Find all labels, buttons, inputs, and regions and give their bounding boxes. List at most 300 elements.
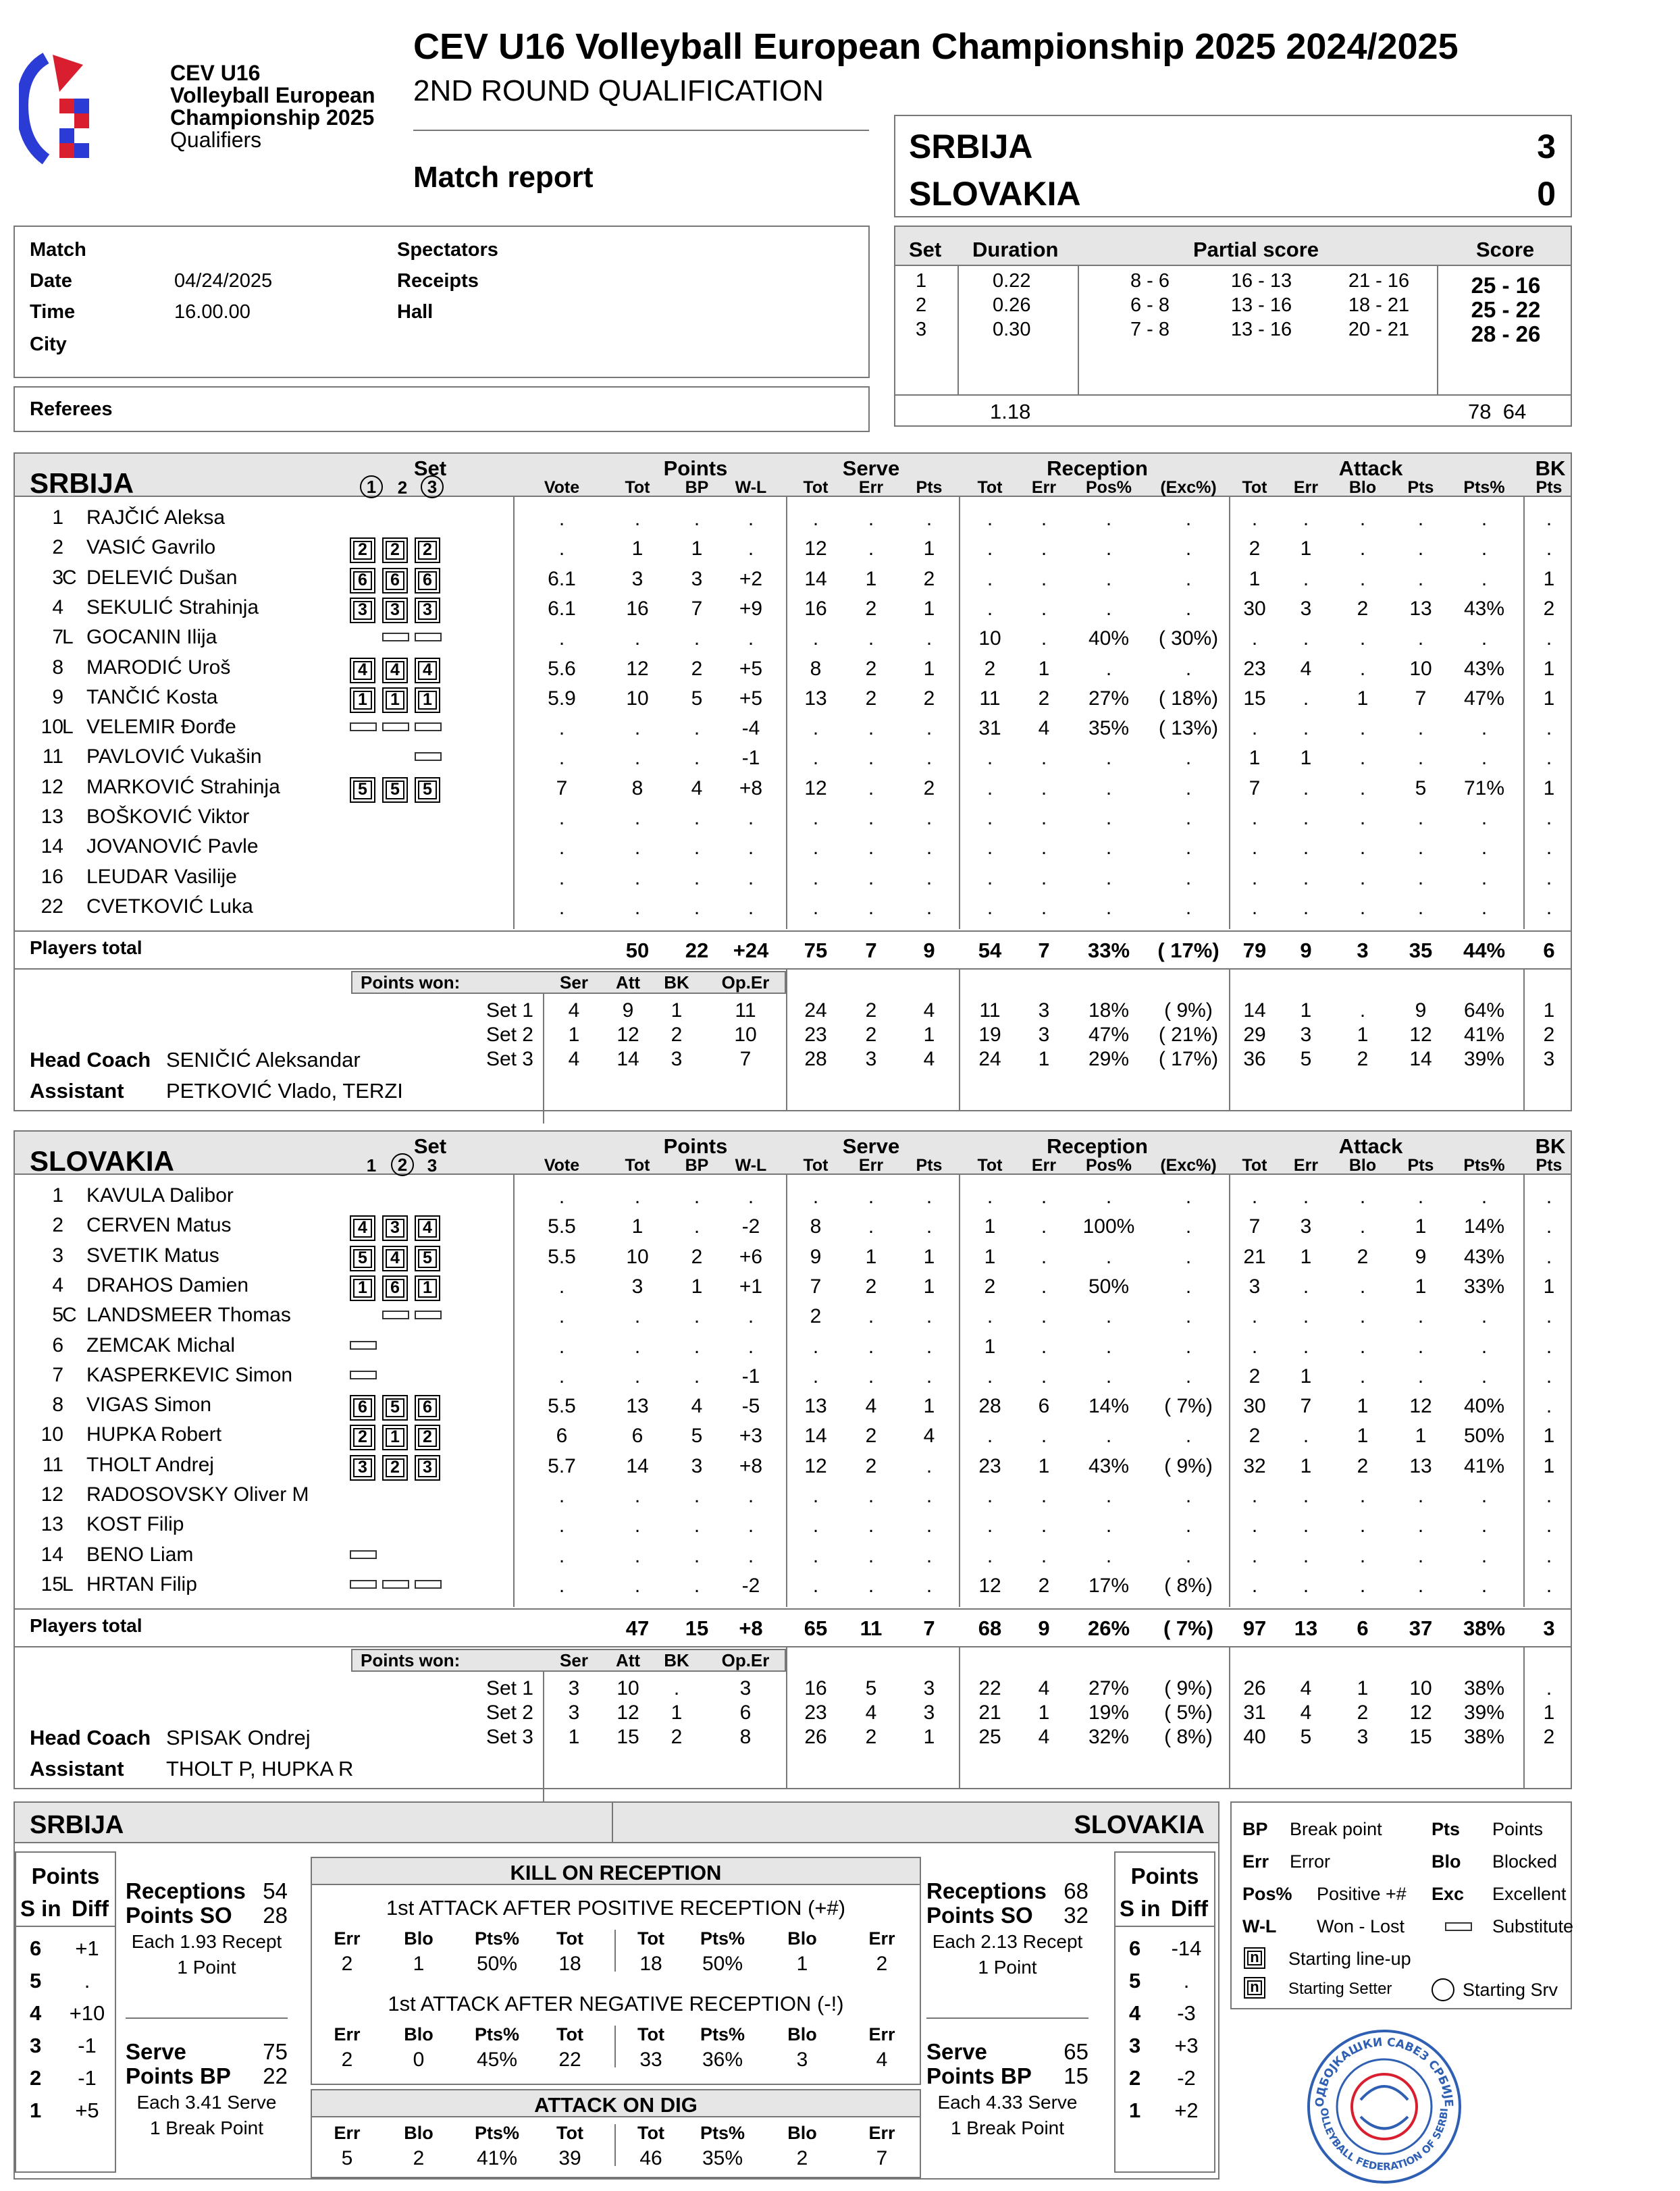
starting-position-box: 6 (382, 568, 408, 593)
stat-cell: . (1251, 1186, 1258, 1208)
stat-cell: . (1481, 807, 1488, 829)
stat-cell: 1 (1300, 747, 1312, 770)
stat-cell: . (1251, 1544, 1258, 1567)
stat-cell: -1 (741, 747, 760, 770)
set-stat-cell: 3 (1038, 1024, 1050, 1047)
stat-cell: . (558, 627, 565, 650)
stat-cell: . (1546, 1215, 1552, 1238)
stat-cell: . (868, 537, 874, 560)
player-row (0, 596, 1680, 626)
break-point-text: 1 Break Point (950, 2117, 1065, 2138)
stat-cell: 1 (1543, 1454, 1555, 1477)
total-cell: 37 (1409, 1616, 1433, 1641)
stat-cell: 1 (1543, 657, 1555, 680)
stat-cell: 10 (978, 627, 1001, 650)
points-so-label: Points SO (926, 1903, 1033, 1928)
stat-cell: . (1359, 537, 1366, 560)
player-number: 8 (52, 1394, 63, 1417)
player-name: RADOSOVSKY Oliver M (86, 1483, 309, 1506)
stat-cell: 3 (631, 1275, 644, 1298)
player-number: 12 (41, 1483, 63, 1506)
stat-cell: 2 (865, 597, 877, 620)
points-won-header: Att (615, 1650, 641, 1671)
total-cell: 9 (923, 939, 935, 963)
stat-cell: . (987, 807, 993, 829)
set-stat-cell: 1 (1543, 999, 1555, 1022)
stat-cell: . (1303, 807, 1309, 829)
stat-cell: . (987, 1186, 993, 1208)
stat-cell: . (1251, 717, 1258, 740)
points-bp-label: Points BP (926, 2063, 1032, 2088)
stat-cell: . (1105, 1335, 1112, 1358)
player-name: SEKULIĆ Strahinja (86, 596, 259, 618)
total-cell: 38% (1463, 1616, 1506, 1641)
stat-cell: 10 (626, 687, 649, 710)
stat-cell: . (1417, 567, 1424, 590)
date-label: Date (30, 270, 72, 292)
player-name: MARODIĆ Uroš (86, 656, 231, 679)
set-stat-cell: 8 (739, 1726, 752, 1749)
substitute-marker (382, 722, 409, 731)
stat-cell: 1 (1038, 657, 1050, 680)
stat-cell: . (1105, 866, 1112, 889)
stat-cell: 8 (631, 776, 644, 799)
stat-cell: . (1251, 1305, 1258, 1328)
stat-cell: ( 8%) (1164, 1574, 1213, 1597)
set-stat-cell: 2 (671, 1726, 683, 1749)
stat-cell: . (1417, 896, 1424, 919)
starting-position-box: 6 (415, 568, 440, 593)
stat-cell: . (987, 567, 993, 590)
stat-cell: . (747, 837, 754, 860)
stat-cell: 14% (1463, 1215, 1505, 1238)
stat-cell: . (1359, 1365, 1366, 1388)
stat-cell: 12 (804, 537, 827, 560)
col-header-bk: BK (1535, 1134, 1566, 1158)
stat-cell: . (1359, 837, 1366, 860)
serve-value: 75 (263, 2039, 288, 2064)
stat-cell: 1 (691, 537, 703, 560)
stat-cell: . (1185, 807, 1192, 829)
stat-cell: 2 (691, 657, 703, 680)
stat-cell: 23 (1243, 657, 1266, 680)
stat-cell: 32 (1243, 1454, 1266, 1477)
stat-cell: 2 (691, 1245, 703, 1268)
stat-cell: 1 (1249, 567, 1261, 590)
stat-cell: . (1185, 1544, 1192, 1567)
stat-cell: . (1546, 1305, 1552, 1328)
kor-value: 18 (558, 1953, 581, 1975)
set-stat-cell: 4 (568, 1048, 580, 1071)
rotation-sin-label: S in (20, 1896, 61, 1921)
stat-cell: . (1546, 1485, 1552, 1507)
set-stat-cell: 1 (923, 1726, 935, 1749)
col-subheader: Tot (625, 478, 650, 497)
stat-cell: . (1303, 508, 1309, 530)
stat-cell: 17% (1088, 1574, 1130, 1597)
set-stat-cell: 3 (865, 1048, 877, 1071)
total-cell: ( 7%) (1163, 1616, 1214, 1641)
stat-cell: . (1481, 1574, 1488, 1597)
stat-cell: . (1303, 1335, 1309, 1358)
stat-cell: . (1185, 1215, 1192, 1238)
substitute-legend-icon (1445, 1922, 1472, 1931)
stat-cell: 7 (556, 776, 568, 799)
set-stat-cell: 29% (1088, 1048, 1130, 1071)
player-role: C (62, 566, 77, 589)
kor-value: 33 (639, 2049, 662, 2071)
stat-cell: +5 (739, 657, 763, 680)
starting-position-box: 4 (415, 1215, 440, 1241)
total-cell: 44% (1463, 939, 1506, 963)
substitute-marker (415, 633, 442, 641)
stat-cell: . (747, 537, 754, 560)
player-name: VIGAS Simon (86, 1394, 212, 1417)
stat-cell: . (1417, 717, 1424, 740)
stat-cell: 1 (1543, 776, 1555, 799)
rotation-index: 2 (30, 2066, 42, 2090)
stat-cell: . (1185, 1365, 1192, 1388)
kor-value: 35% (702, 2147, 743, 2169)
player-row (0, 835, 1680, 865)
stat-cell: 8 (810, 1215, 822, 1238)
kor-value: 0 (413, 2049, 425, 2071)
player-name: ZEMCAK Michal (86, 1334, 236, 1356)
set-stat-cell: 3 (1357, 1726, 1369, 1749)
stat-cell: . (1303, 866, 1309, 889)
set-stat-cell: 1 (1357, 1024, 1369, 1047)
stat-cell: . (747, 1305, 754, 1328)
col-header-set: Set (413, 1134, 447, 1158)
set-stat-cell: 4 (1038, 1726, 1050, 1749)
starting-position-box: 4 (350, 658, 375, 683)
player-number: 3 (52, 566, 63, 589)
time-value: 16.00.00 (174, 301, 251, 323)
stat-cell: 1 (631, 537, 644, 560)
head-coach-label: Head Coach (30, 1726, 151, 1750)
total-cell: 33% (1087, 939, 1130, 963)
stat-cell: 6.1 (548, 597, 576, 620)
stat-cell: . (1041, 567, 1047, 590)
rotation-sin-label: S in (1120, 1896, 1161, 1921)
stat-cell: 5.5 (548, 1395, 576, 1418)
rotation-index: 6 (30, 1936, 42, 1960)
stat-cell: . (634, 747, 641, 770)
stat-cell: . (987, 866, 993, 889)
set-stat-cell: 27% (1088, 1677, 1130, 1700)
stat-cell: ( 30%) (1158, 627, 1219, 650)
starting-position-box: 5 (382, 1395, 408, 1421)
stat-cell: 28 (978, 1395, 1001, 1418)
stat-cell: . (1359, 1514, 1366, 1537)
rotation-index: 1 (30, 2098, 42, 2122)
stat-cell: 6 (556, 1425, 568, 1448)
stat-cell: . (558, 837, 565, 860)
stat-cell: . (1105, 1365, 1112, 1388)
stat-cell: . (812, 717, 819, 740)
stat-cell: 43% (1463, 657, 1505, 680)
player-row (0, 1394, 1680, 1423)
set-stat-cell: 12 (616, 1701, 639, 1724)
stat-cell: 50% (1463, 1425, 1505, 1448)
assistant-label: Assistant (30, 1079, 124, 1103)
starting-position-box: 6 (350, 1395, 375, 1421)
starting-position-box: 5 (415, 777, 440, 803)
serve-label: Serve (126, 2039, 186, 2064)
stat-cell: . (634, 807, 641, 829)
col-subheader: Err (1293, 1156, 1319, 1175)
kor-subtitle: 1st ATTACK AFTER NEGATIVE RECEPTION (-!) (388, 1992, 844, 2015)
assistant-name: THOLT P, HUPKA R (166, 1757, 354, 1781)
stat-cell: . (634, 837, 641, 860)
kor-col-header: Err (868, 2024, 895, 2044)
partial-score: 18 - 21 (1348, 294, 1410, 316)
rotation-diff: . (84, 1969, 90, 1992)
stat-cell: . (558, 896, 565, 919)
stat-cell: . (1041, 1514, 1047, 1537)
player-row (0, 1184, 1680, 1214)
set-stat-cell: 3 (568, 1701, 580, 1724)
player-number: 1 (52, 506, 63, 529)
legend-lineup: Starting line-up (1288, 1949, 1411, 1969)
partial-score: 21 - 16 (1348, 270, 1410, 292)
total-cell: 22 (685, 939, 709, 963)
stat-cell: 13 (1409, 597, 1432, 620)
stat-cell: . (926, 1305, 933, 1328)
stat-cell: . (747, 1335, 754, 1358)
set-stat-cell: 4 (1038, 1677, 1050, 1700)
stat-cell: . (1303, 687, 1309, 710)
set-stat-cell: 29 (1243, 1024, 1266, 1047)
kor-col-header: Err (334, 1928, 361, 1949)
set-stat-cell: 3 (568, 1677, 580, 1700)
kor-value: 2 (341, 2049, 353, 2071)
starting-position-box: 2 (350, 537, 375, 563)
points-bp-value: 22 (263, 2063, 288, 2088)
set-number: 3 (421, 475, 444, 498)
stat-cell: 9 (810, 1245, 822, 1268)
stat-cell: . (1185, 597, 1192, 620)
stat-cell: . (634, 1305, 641, 1328)
set-stat-cell: 6 (739, 1701, 752, 1724)
stat-cell: . (1417, 866, 1424, 889)
stat-cell: . (868, 717, 874, 740)
serve-label: Serve (926, 2039, 987, 2064)
stat-cell: 2 (865, 657, 877, 680)
player-name: VASIĆ Gavrilo (86, 536, 216, 559)
stat-cell: . (812, 807, 819, 829)
stat-cell: . (1481, 896, 1488, 919)
stat-cell: 21 (1243, 1245, 1266, 1268)
rotation-index: 4 (30, 2001, 42, 2025)
kor-value: 7 (876, 2147, 888, 2169)
rotation-index: 1 (1129, 2098, 1141, 2122)
stat-cell: 1 (865, 567, 877, 590)
kor-col-header: Blo (787, 1928, 817, 1949)
set-number-header (389, 475, 416, 500)
player-name: TANČIĆ Kosta (86, 685, 218, 708)
points-won-header: Att (615, 972, 641, 993)
col-subheader: Blo (1348, 478, 1377, 497)
stat-cell: . (812, 1485, 819, 1507)
stat-cell: . (558, 747, 565, 770)
stat-cell: . (1251, 837, 1258, 860)
player-row (0, 1364, 1680, 1394)
stat-cell: . (1041, 597, 1047, 620)
set-stat-cell: 4 (923, 999, 935, 1022)
page-title: CEV U16 Volleyball European Championship 2025 2024/2025 (413, 26, 1459, 67)
total-cell: 6 (1543, 939, 1555, 963)
hall-label: Hall (397, 301, 434, 323)
stat-cell: . (1105, 776, 1112, 799)
points-won-label: Points won: (361, 972, 461, 993)
set-number-header (358, 1153, 385, 1178)
stat-cell: . (1105, 567, 1112, 590)
stat-cell: 1 (923, 657, 935, 680)
col-subheader: Err (1293, 478, 1319, 497)
each-serve-text: Each 3.41 Serve (136, 2092, 277, 2113)
player-number: 2 (52, 1214, 63, 1237)
total-cell: 47 (625, 1616, 650, 1641)
stat-cell: . (868, 866, 874, 889)
stat-cell: . (1105, 1425, 1112, 1448)
stat-cell: . (693, 866, 700, 889)
stat-cell: 5.7 (548, 1454, 576, 1477)
total-cell: 7 (923, 1616, 935, 1641)
stat-cell: . (1359, 717, 1366, 740)
stat-cell: 7 (1249, 1215, 1261, 1238)
stat-cell: . (868, 776, 874, 799)
stat-cell: . (1251, 896, 1258, 919)
kor-col-header: Pts% (700, 1928, 745, 1949)
stat-cell: 5 (691, 1425, 703, 1448)
col-subheader: Pts (1407, 1156, 1434, 1175)
stat-cell: . (558, 1574, 565, 1597)
set-stat-cell: 7 (739, 1048, 752, 1071)
set-stat-cell: 1 (1300, 999, 1312, 1022)
player-number: 7 (52, 626, 63, 649)
substitute-marker (350, 1371, 377, 1379)
set-number-header (419, 1153, 446, 1178)
stat-cell: 14 (626, 1454, 649, 1477)
set-stat-cell: 1 (671, 999, 683, 1022)
col-subheader: Vote (544, 478, 580, 497)
set-stat-cell: 12 (1409, 1701, 1432, 1724)
stat-cell: -4 (741, 717, 760, 740)
stat-cell: . (1185, 1335, 1192, 1358)
set-stat-cell: ( 5%) (1164, 1701, 1213, 1724)
player-number: 5 (52, 1304, 63, 1327)
stat-cell: . (868, 1215, 874, 1238)
stat-cell: 1 (1300, 1245, 1312, 1268)
stat-cell: . (987, 537, 993, 560)
stat-cell: . (1417, 508, 1424, 530)
stat-cell: . (1481, 866, 1488, 889)
stat-cell: . (747, 508, 754, 530)
stat-cell: . (1359, 1186, 1366, 1208)
stat-cell: 43% (1463, 1245, 1505, 1268)
player-number: 13 (41, 1513, 63, 1536)
stat-cell: 2 (1357, 1454, 1369, 1477)
stat-cell: 71% (1463, 776, 1505, 799)
set-number: 2 (916, 294, 927, 316)
stat-cell: . (1105, 896, 1112, 919)
stat-cell: . (747, 1485, 754, 1507)
stat-cell: 6 (1038, 1395, 1050, 1418)
kor-value: 4 (876, 2049, 888, 2071)
kor-col-header: Tot (637, 2024, 664, 2044)
total-cell: 9 (1038, 1616, 1050, 1641)
kor-col-header: Tot (556, 2123, 583, 2143)
total-cell: 35 (1409, 939, 1433, 963)
stat-cell: 7 (1249, 776, 1261, 799)
player-name: DELEVIĆ Dušan (86, 566, 238, 589)
total-cell: +8 (739, 1616, 763, 1641)
logo-text: CEV U16 Volleyball European Championship 2025 Qualifiers (170, 61, 375, 152)
stat-cell: . (1041, 508, 1047, 530)
away-sets-won: 0 (1537, 175, 1556, 213)
stat-cell: . (1417, 1544, 1424, 1567)
kor-col-header: Err (868, 1928, 895, 1949)
kor-value: 2 (341, 1953, 353, 1975)
total-cell: 50 (625, 939, 650, 963)
kor-value: 2 (796, 2147, 808, 2169)
stat-cell: . (634, 717, 641, 740)
player-row (0, 1483, 1680, 1513)
stat-cell: . (1546, 1574, 1552, 1597)
set-stat-cell: 1 (1543, 1701, 1555, 1724)
total-cell: +24 (733, 939, 769, 963)
stat-cell: 11 (979, 687, 1001, 710)
player-name: PAVLOVIĆ Vukašin (86, 745, 262, 768)
stat-cell: ( 13%) (1158, 717, 1219, 740)
stat-cell: . (1481, 537, 1488, 560)
stat-cell: 41% (1463, 1454, 1505, 1477)
set-stat-cell: 9 (622, 999, 634, 1022)
set-stat-cell: 3 (1543, 1048, 1555, 1071)
stat-cell: 2 (923, 687, 935, 710)
stat-cell: . (1546, 1514, 1552, 1537)
legend-value: Excellent (1492, 1884, 1567, 1904)
player-name: VELEMIR Đorđe (86, 716, 236, 739)
player-number: 4 (52, 1273, 63, 1296)
player-row (0, 536, 1680, 566)
stat-cell: 1 (1357, 1395, 1369, 1418)
away-team-name: SLOVAKIA (909, 175, 1081, 213)
total-cell: 7 (1038, 939, 1050, 963)
col-subheader: Pts% (1463, 478, 1505, 497)
set-stat-cell: 11 (979, 999, 1001, 1022)
stat-cell: . (1041, 1335, 1047, 1358)
player-row (0, 745, 1680, 775)
player-row (0, 506, 1680, 536)
player-number: 11 (42, 1453, 63, 1476)
set-stat-cell: 3 (923, 1701, 935, 1724)
break-point-text: 1 Break Point (149, 2117, 264, 2138)
player-number: 1 (52, 1184, 63, 1207)
stat-cell: . (693, 717, 700, 740)
set-number: 1 (360, 475, 383, 498)
player-row (0, 1334, 1680, 1364)
set-stat-cell: 11 (735, 999, 756, 1022)
player-name: RAJČIĆ Aleksa (86, 506, 226, 529)
col-header-points: Points (663, 456, 728, 480)
stat-cell: . (1303, 1544, 1309, 1567)
set-stat-cell: 47% (1088, 1024, 1130, 1047)
set-stat-cell: 23 (804, 1024, 827, 1047)
set-stat-cell: 3 (1038, 999, 1050, 1022)
partial-score: 16 - 13 (1230, 270, 1292, 292)
